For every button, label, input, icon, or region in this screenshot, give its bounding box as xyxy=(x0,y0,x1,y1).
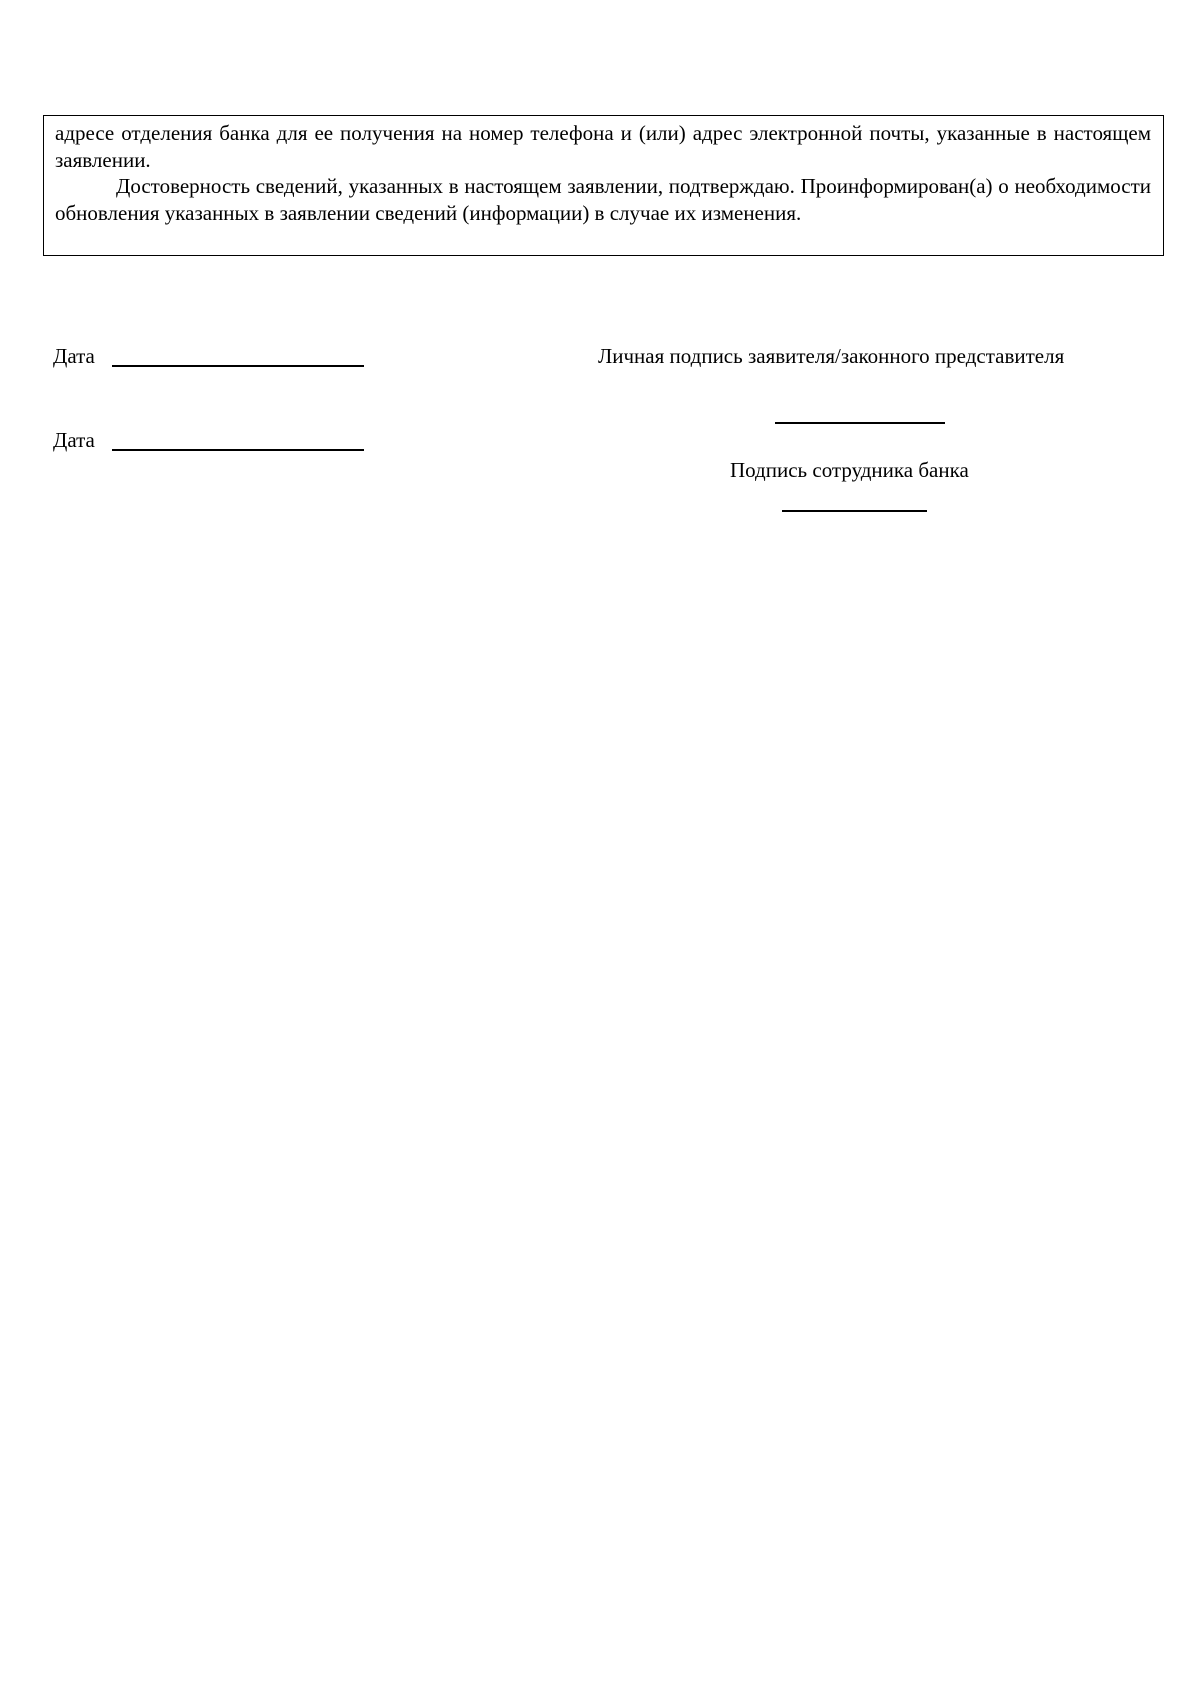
bank-employee-signature-field[interactable] xyxy=(782,510,927,512)
statement-paragraph-1: адресе отделения банка для ее получения на номер телефона и (или) адрес электронной почты, указанные в настоящем заявлении. xyxy=(55,121,1151,172)
date-label-1: Дата xyxy=(53,344,95,368)
applicant-signature-label: Личная подпись заявителя/законного представителя xyxy=(598,344,1065,368)
bank-employee-signature-label: Подпись сотрудника банка xyxy=(730,458,969,482)
date-field-1[interactable] xyxy=(112,365,364,367)
date-label-2: Дата xyxy=(53,428,95,452)
applicant-signature-field[interactable] xyxy=(775,422,945,424)
statement-paragraph-2: Достоверность сведений, указанных в настоящем заявлении, подтверждаю. Проинформирован(а) о необходимости обновления указанных в заявлении сведений (информации) в случае их изменения. xyxy=(55,174,1151,225)
date-field-2[interactable] xyxy=(112,449,364,451)
statement-box xyxy=(43,115,1164,256)
